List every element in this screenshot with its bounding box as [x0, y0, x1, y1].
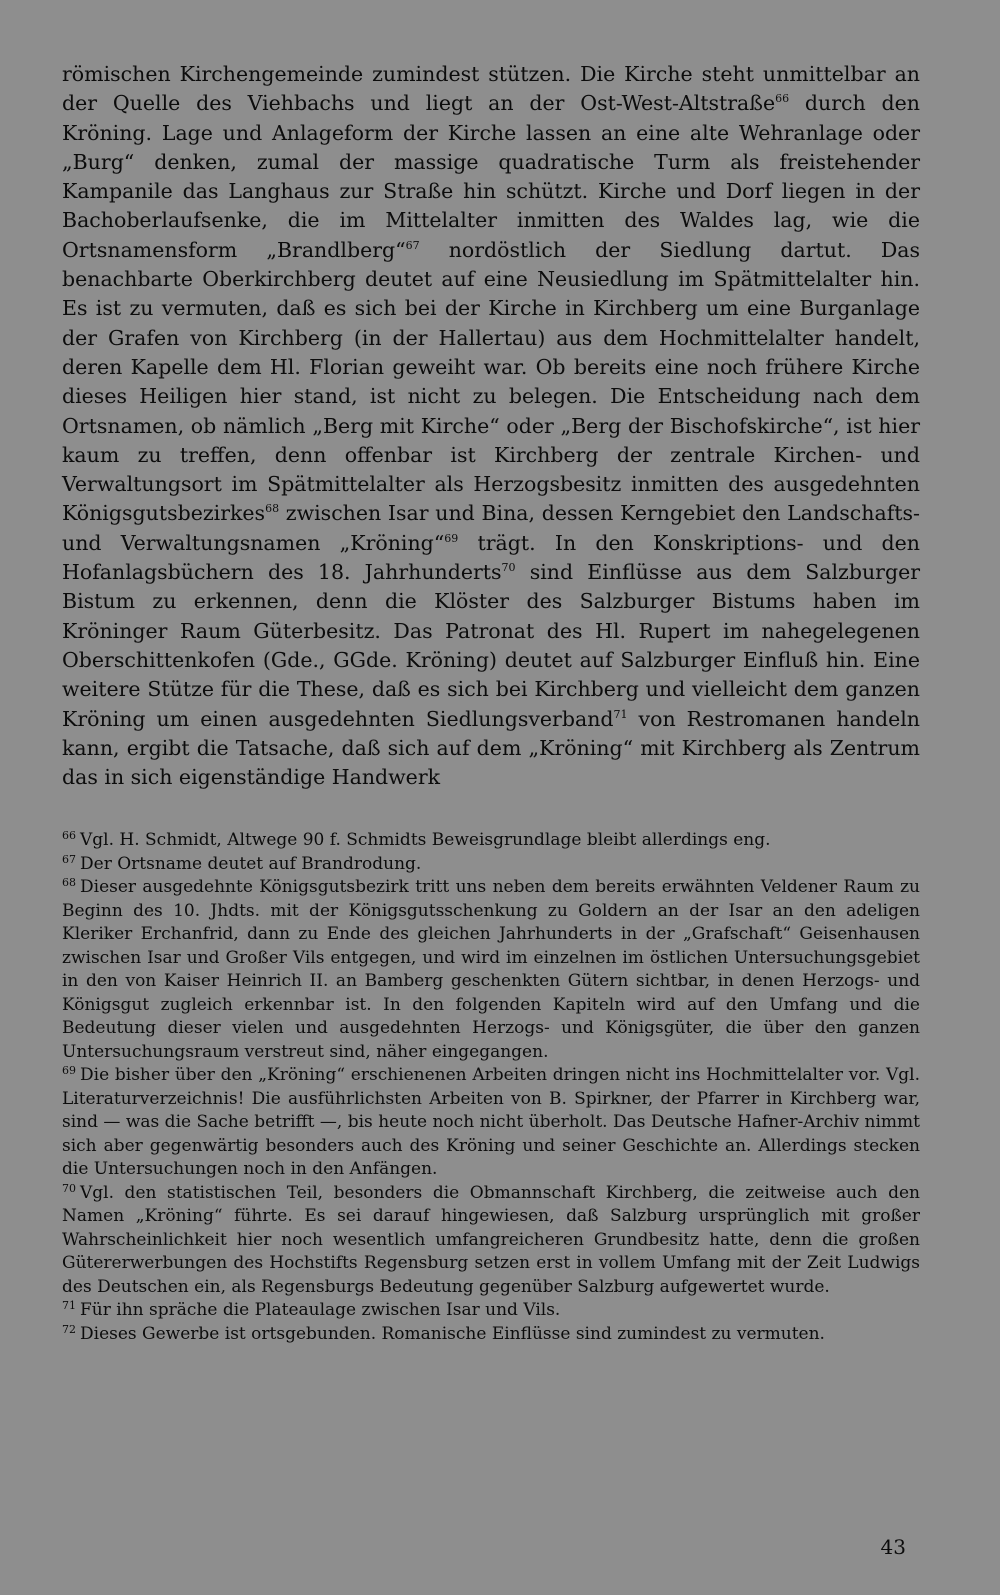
footnote: [62, 853, 920, 877]
footnote-number: 66: [62, 829, 76, 843]
footnote-text: Vgl. H. Schmidt, Altwege 90 f. Schmidts Beweisgrundlage bleibt allerdings eng.: [80, 830, 771, 851]
footnote-text: Vgl. den statistischen Teil, besonders die Obmannschaft Kirchberg, die zeitweise auch den Namen „Kröning“ führte. Es sei darauf hingewiesen, daß Salzburg ursprünglich mit großer Wahrscheinlichkeit hier noch wesentlich umfangreicheren Grundbesitz hatte, denn die großen Gütererwerbungen des Hochstifts Regensburg setzen erst in vollem Umfang mit der Zeit Ludwigs des Deutschen ein, als Regensburgs Bedeutung gegenüber Salzburg aufgewertet wurde.: [62, 1182, 920, 1297]
footnote: [62, 876, 920, 1064]
footnote: [62, 829, 920, 853]
footnote-ref: 67: [405, 238, 420, 252]
footnote-number: 68: [62, 876, 76, 890]
footnote-text: Dieser ausgedehnte Königsgutsbezirk tritt uns neben dem bereits erwähnten Veldener Raum zu Beginn des 10. Jhdts. mit der Königsgutsschenkung zu Goldern an der Isar an den adeligen Kleriker Erchanfrid, dann zu Ende des gleichen Jahrhunderts in der „Grafschaft“ Geisenhausen zwischen Isar und Großer Vils entgegen, und wird im einzelnen im östlichen Untersuchungsgebiet in den von Kaiser Heinrich II. an Bamberg geschenkten Gütern sichtbar, in denen Herzogs- und Königsgut zugleich erkennbar ist. In den folgenden Kapiteln wird auf den Umfang und die Bedeutung dieser vielen und ausgedehnten Herzogs- und Königsgüter, die über den ganzen Untersuchungsraum verstreut sind, näher eingegangen.: [62, 877, 920, 1062]
body-text: trägt. In den Konskriptions- und den Hofanlagsbüchern des 18. Jahrhunderts: [62, 530, 920, 585]
footnote-text: Dieses Gewerbe ist ortsgebunden. Romanische Einflüsse sind zumindest zu vermuten.: [80, 1323, 825, 1344]
footnote-ref: 71: [613, 707, 628, 721]
footnote-number: 67: [62, 852, 76, 866]
footnote-number: 71: [62, 1299, 76, 1313]
body-text: sind Einflüsse aus dem Salzburger Bistum zu erkennen, denn die Klöster des Salzburger Bistums haben im Kröninger Raum Güterbesitz. Das Patronat des Hl. Rupert im nahegelegenen Oberschittenkofen (Gde., GGde. Kröning) deutet auf Salzburger Einfluß hin. Eine weitere Stütze für die These, daß es sich bei Kirchberg und vielleicht dem ganzen Kröning um einen ausgedehnten Siedlungsverband: [62, 560, 920, 731]
footnote-number: 69: [62, 1064, 76, 1078]
footnote: [62, 1182, 920, 1300]
footnote-text: Die bisher über den „Kröning“ erschienenen Arbeiten dringen nicht ins Hochmittelalter vor. Vgl. Literaturverzeichnis! Die ausführlichsten Arbeiten von B. Spirkner, der Pfarrer in Kirchberg war, sind — was die Sache betrifft —, bis heute noch nicht überholt. Das Deutsche Hafner-Archiv nimmt sich aber gegenwärtig besonders auch des Kröning und seiner Geschichte an. Allerdings stecken die Untersuchungen noch in den Anfängen.: [62, 1065, 920, 1180]
footnote-ref: 66: [775, 92, 790, 106]
body-text: von Restromanen handeln kann, ergibt die Tatsache, daß sich auf dem „Kröning“ mit Kirchberg als Zentrum das in sich eigenständige Handwerk: [62, 706, 920, 790]
footnote: [62, 1299, 920, 1323]
footnote-ref: 69: [444, 531, 459, 545]
page: [62, 60, 920, 1346]
page-number: 43: [880, 1535, 906, 1559]
footnote-text: Für ihn spräche die Plateaulage zwischen Isar und Vils.: [80, 1300, 561, 1321]
body-text: römischen Kirchengemeinde zumindest stützen. Die Kirche steht unmittelbar an der Quelle des Viehbachs und liegt an der Ost-West-Altstraße: [62, 62, 920, 116]
footnote: [62, 1064, 920, 1182]
footnote-text: Der Ortsname deutet auf Brandrodung.: [80, 853, 422, 874]
footnote-separator: [62, 792, 920, 829]
footnote-number: 72: [62, 1322, 76, 1336]
footnote-ref: 70: [501, 561, 516, 575]
body-text: zwischen Isar und Bina, dessen Kerngebiet den Landschafts- und Verwaltungsnamen „Kröning“: [62, 501, 920, 555]
footnote-number: 70: [62, 1181, 76, 1195]
footnote-ref: 68: [265, 502, 280, 516]
body-paragraph: [62, 60, 920, 792]
body-text: nordöstlich der Siedlung dartut. Das benachbarte Oberkirchberg deutet auf eine Neusiedlung im Spätmittelalter hin. Es ist zu vermuten, daß es sich bei der Kirche in Kirchberg um eine Burganlage der Grafen von Kirchberg (in der Hallertau) aus dem Hochmittelalter handelt, deren Kapelle dem Hl. Florian geweiht war. Ob bereits eine noch frühere Kirche dieses Heiligen hier stand, ist nicht zu belegen. Die Entscheidung nach dem Ortsnamen, ob nämlich „Berg mit Kirche“ oder „Berg der Bischofskirche“, ist hier kaum zu treffen, denn offenbar ist Kirchberg der zentrale Kirchen- und Verwaltungsort im Spätmittelalter als Herzogsbesitz inmitten des ausgedehnten Königsgutsbezirkes: [62, 237, 920, 526]
body-text: durch den Kröning. Lage und Anlageform der Kirche lassen an eine alte Wehranlage oder „Burg“ denken, zumal der massige quadratische Turm als freistehender Kampanile das Langhaus zur Straße hin schützt. Kirche und Dorf liegen in der Bachoberlaufsenke, die im Mittelalter inmitten des Waldes lag, wie die Ortsnamensform „Brandlberg“: [62, 91, 920, 262]
footnote: [62, 1323, 920, 1347]
footnotes: [62, 829, 920, 1346]
main-text: [62, 60, 920, 792]
